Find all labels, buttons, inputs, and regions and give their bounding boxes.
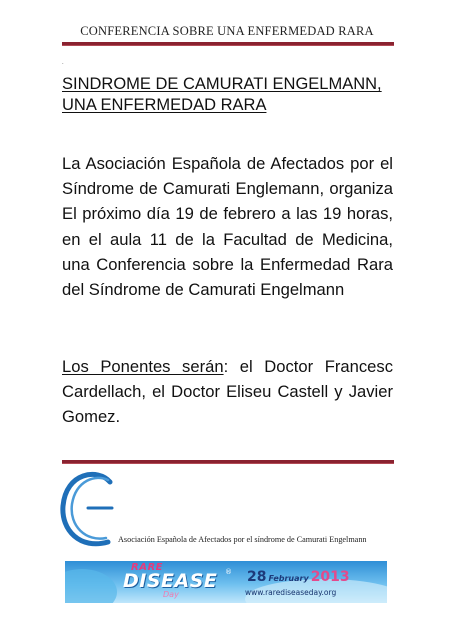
banner-date-day: 28 [247,569,267,585]
speakers-label: Los Ponentes serán [62,357,224,376]
association-name: Asociación Española de Afectados por el síndrome de Camurati Engelmann [118,535,367,544]
running-header: CONFERENCIA SOBRE UNA ENFERMEDAD RARA [80,24,374,38]
speakers-paragraph [62,354,393,430]
title-line-1: SINDROME DE CAMURATI ENGELMANN, [62,75,382,93]
footer-rule [62,460,394,464]
document-title [62,74,402,116]
banner-date-month: February [268,574,309,583]
banner-brand-top: RARE [131,562,163,573]
title-line-2: UNA ENFERMEDAD RARA [62,96,267,114]
banner-cloud-left [65,569,117,603]
speakers-list: : el Doctor Francesc Cardellach, el Doctor Eliseu Castell y Javier Gomez. [62,357,393,427]
banner-url: www.rarediseaseday.org [245,588,337,597]
header-rule [62,42,394,46]
stray-marker: . [62,60,64,66]
rare-disease-day-banner [65,561,387,603]
announcement-paragraph: La Asociación Española de Afectados por el Síndrome de Camurati Englemann, organiza El próximo día 19 de febrero a las 19 horas, en el aula 11 de la Facultad de Medicina, una Conferencia sobre la Enfermedad Rara del Síndrome de Camurati Engelmann [62,154,393,300]
banner-registered-mark: ® [225,568,232,576]
banner-date-year: 2013 [310,569,350,585]
stylized-e-logo-icon [58,470,118,550]
banner-brand-main: DISEASE [123,570,218,592]
banner-brand-sub: Day [163,590,179,599]
banner-date [247,566,350,585]
